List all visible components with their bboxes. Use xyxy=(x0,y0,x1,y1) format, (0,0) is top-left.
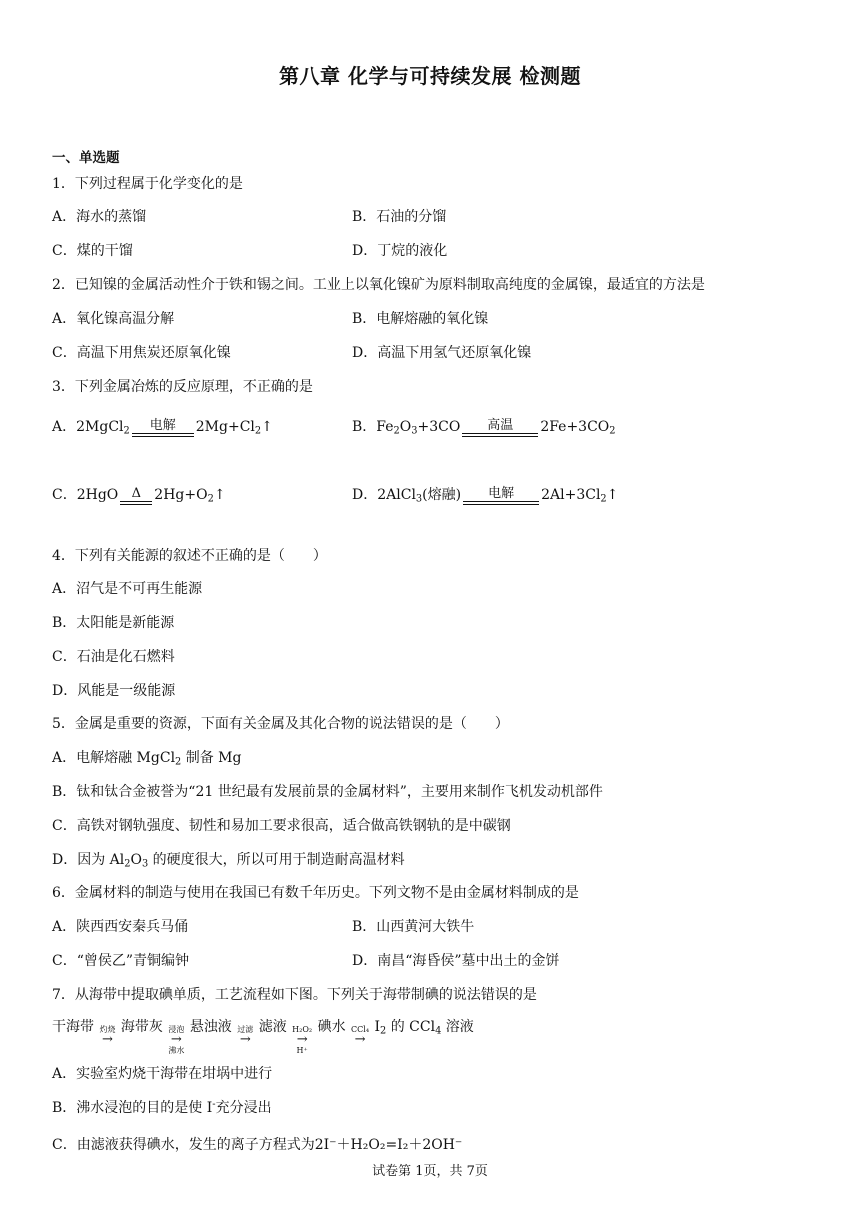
question-2-option-c: C．高温下用焦炭还原氧化镍 xyxy=(52,345,231,361)
reaction-condition: 电解 xyxy=(132,418,194,437)
question-1-option-c: C．煤的干馏 xyxy=(52,243,133,259)
section-heading: 一、单选题 xyxy=(52,150,120,166)
question-5-option-c: C．高铁对钢轨强度、韧性和易加工要求很高，适合做高铁钢轨的是中碳钢 xyxy=(52,818,511,834)
question-3-option-c: C．2HgO Δ $2Hg+O_2↑$ xyxy=(52,485,226,505)
question-1-option-d: D．丁烷的液化 xyxy=(352,243,448,259)
question-7-option-b: B．沸水浸泡的目的是使 I-充分浸出 xyxy=(52,1099,272,1116)
question-2-stem: 2．已知镍的金属活动性介于铁和锡之间。工业上以氧化镍矿为原料制取高纯度的金属镍，最适宜的方法是 xyxy=(52,277,705,293)
question-7-stem: 7．从海带中提取碘单质，工艺流程如下图。下列关于海带制碘的说法错误的是 xyxy=(52,987,537,1003)
question-2-option-b: B．电解熔融的氧化镍 xyxy=(352,311,489,327)
question-1-stem: 1．下列过程属于化学变化的是 xyxy=(52,176,243,192)
question-3-option-d: D．2AlCl$_3$(熔融) 电解 $2Al+3Cl_2↑$ xyxy=(352,485,619,505)
question-4-option-d: D．风能是一级能源 xyxy=(52,683,176,699)
page-title: 第八章 化学与可持续发展 检测题 xyxy=(279,64,581,88)
question-4-option-b: B．太阳能是新能源 xyxy=(52,615,175,631)
question-4-stem: 4．下列有关能源的叙述不正确的是（ ） xyxy=(52,548,327,564)
question-6-stem: 6．金属材料的制造与使用在我国已有数千年历史。下列文物不是由金属材料制成的是 xyxy=(52,885,579,901)
question-6-option-b: B．山西黄河大铁牛 xyxy=(352,919,475,935)
question-6-option-c: C．“曾侯乙”青铜编钟 xyxy=(52,953,190,969)
question-1-option-a: A．海水的蒸馏 xyxy=(52,209,147,225)
question-5-option-b: B．钛和钛合金被誉为“21 世纪最有发展前景的金属材料”，主要用来制作飞机发动机部件 xyxy=(52,784,603,800)
question-7-option-c: C．由滤液获得碘水，发生的离子方程式为2I⁻＋H₂O₂=I₂＋2OH⁻ xyxy=(52,1137,463,1153)
question-3-stem: 3．下列金属冶炼的反应原理，不正确的是 xyxy=(52,379,313,395)
process-arrow: 灼烧 → xyxy=(99,1025,116,1048)
page-footer: 试卷第 1页，共 7页 xyxy=(372,1164,488,1179)
reaction-condition: Δ xyxy=(120,486,152,505)
process-flow: 干海带 灼烧 → 海带灰 浸泡 → 沸水 悬浊液 过滤 → 滤液 H₂O₂ → H⁺ 碘水 CCl₄ → $I_2$ 的 CCl$_4$ 溶液 xyxy=(52,1019,474,1056)
question-2-option-a: A．氧化镍高温分解 xyxy=(52,311,175,327)
question-3-option-b: B．$Fe_2O_3+3CO$ 高温 $2Fe+3CO_2$ xyxy=(352,417,616,437)
question-7-option-a: A．实验室灼烧干海带在坩埚中进行 xyxy=(52,1066,273,1082)
process-arrow: 浸泡 → 沸水 xyxy=(168,1025,185,1056)
question-3-option-a: A．2MgCl$_2$ 电解 $2Mg+Cl_2↑$ xyxy=(52,417,273,437)
question-2-option-d: D．高温下用氢气还原氧化镍 xyxy=(352,345,532,361)
process-arrow: CCl₄ → xyxy=(351,1025,370,1048)
process-arrow: H₂O₂ → H⁺ xyxy=(292,1025,313,1056)
question-5-option-d: D．因为 $Al_2O_3$ 的硬度很大，所以可用于制造耐高温材料 xyxy=(52,852,405,870)
reaction-condition: 高温 xyxy=(462,418,538,437)
question-4-option-a: A．沼气是不可再生能源 xyxy=(52,581,203,597)
question-6-option-a: A．陕西西安秦兵马俑 xyxy=(52,919,189,935)
question-5-stem: 5．金属是重要的资源，下面有关金属及其化合物的说法错误的是（ ） xyxy=(52,716,509,732)
question-1-option-b: B．石油的分馏 xyxy=(352,209,447,225)
ionic-equation: 2I⁻＋H₂O₂=I₂＋2OH⁻ xyxy=(314,1137,463,1153)
process-arrow: 过滤 → xyxy=(237,1025,254,1048)
question-4-option-c: C．石油是化石燃料 xyxy=(52,649,175,665)
question-6-option-d: D．南昌“海昏侯”墓中出土的金饼 xyxy=(352,953,560,969)
question-5-option-a: A．电解熔融 MgCl$_2$ 制备 Mg xyxy=(52,750,242,768)
reaction-condition: 电解 xyxy=(463,486,539,505)
